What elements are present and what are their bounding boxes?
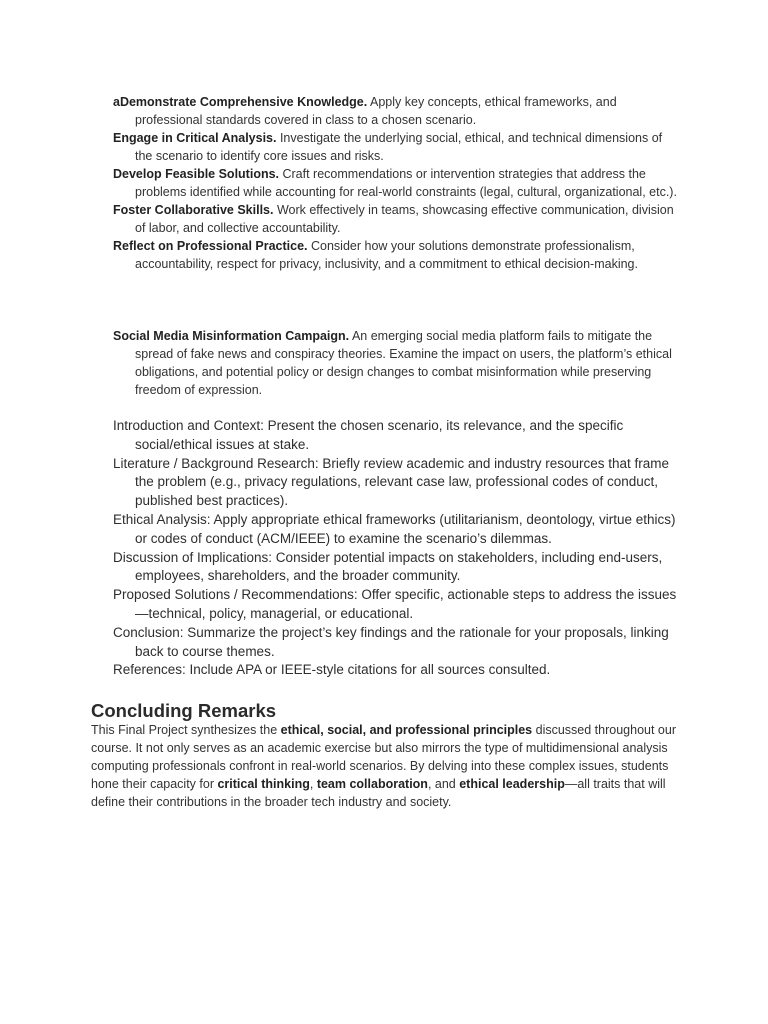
objective-item [113, 93, 678, 129]
scenario-title: Social Media Misinformation Campaign. [113, 329, 350, 343]
objective-title: Engage in Critical Analysis. [113, 131, 277, 145]
objective-title: Reflect on Professional Practice. [113, 239, 308, 253]
objective-title: Foster Collaborative Skills. [113, 203, 274, 217]
objective-text: Investigate the underlying social, ethical, and technical dimensions of the scenario to identify core issues and risks. [135, 131, 663, 163]
objective-text: Craft recommendations or intervention strategies that address the problems identified while accounting for real-world constraints (legal, cultural, organizational, etc.). [135, 167, 677, 199]
remarks-text: , and [427, 777, 460, 791]
project-structure-list [113, 417, 683, 680]
objective-text: Consider how your solutions demonstrate professionalism, accountability, respect for privacy, inclusivity, and a commitment to ethical decision-making. [135, 239, 638, 271]
objective-item [113, 237, 678, 273]
remarks-text: —all traits that will define their contributions in the broader tech industry and society. [91, 777, 666, 809]
structure-item: Conclusion: Summarize the project’s key findings and the rationale for your proposals, linking back to course themes. [113, 624, 669, 659]
structure-item: Introduction and Context: Present the chosen scenario, its relevance, and the specific social/ethical issues at stake. [113, 418, 624, 452]
objective-item [113, 201, 678, 237]
remarks-text: , [309, 777, 317, 791]
objective-text: Apply key concepts, ethical frameworks, and professional standards covered in class to a chosen scenario. [135, 95, 617, 127]
structure-item: Proposed Solutions / Recommendations: Offer specific, actionable steps to address the issues—technical, policy, managerial, or educational. [113, 587, 677, 621]
objective-item [113, 129, 678, 165]
concluding-remarks-heading: Concluding Remarks [91, 700, 277, 721]
objective-title: aDemonstrate Comprehensive Knowledge. [113, 95, 368, 109]
objective-text: Work effectively in teams, showcasing effective communication, division of labor, and collective accountability. [135, 203, 674, 235]
remarks-text: discussed throughout our course. It not only serves as an academic exercise but also mirrors the type of multidimensional analysis computing professionals confront in real-world scenarios. By delving into these complex issues, students hone their capacity for [91, 723, 676, 791]
remarks-emphasis: team collaboration [316, 777, 428, 791]
remarks-emphasis: critical thinking [217, 777, 310, 791]
scenario-section [113, 327, 678, 399]
scenario-text: An emerging social media platform fails to mitigate the spread of fake news and conspiracy theories. Examine the impact on users, the platform’s ethical obligations, and potential policy or design changes to combat misinformation while preserving freedom of expression. [135, 329, 672, 397]
objective-title: Develop Feasible Solutions. [113, 167, 280, 181]
structure-item: References: Include APA or IEEE-style citations for all sources consulted. [113, 662, 551, 678]
remarks-emphasis: ethical leadership [459, 777, 565, 791]
structure-item: Ethical Analysis: Apply appropriate ethical frameworks (utilitarianism, deontology, virtue ethics) or codes of conduct (ACM/IEEE) to examine the scenario’s dilemmas. [113, 511, 676, 546]
objective-item [113, 165, 678, 201]
objectives-list [113, 93, 678, 273]
structure-item: Discussion of Implications: Consider potential impacts on stakeholders, including end-users, employees, shareholders, and the broader community. [113, 549, 663, 584]
remarks-text: This Final Project synthesizes the [91, 723, 281, 737]
remarks-emphasis: ethical, social, and professional principles [280, 723, 533, 737]
scenario-item [113, 327, 678, 399]
concluding-remarks-paragraph [91, 721, 681, 811]
structure-item: Literature / Background Research: Briefly review academic and industry resources that frame the problem (e.g., privacy regulations, relevant case law, professional codes of conduct, published best practices). [113, 455, 670, 509]
